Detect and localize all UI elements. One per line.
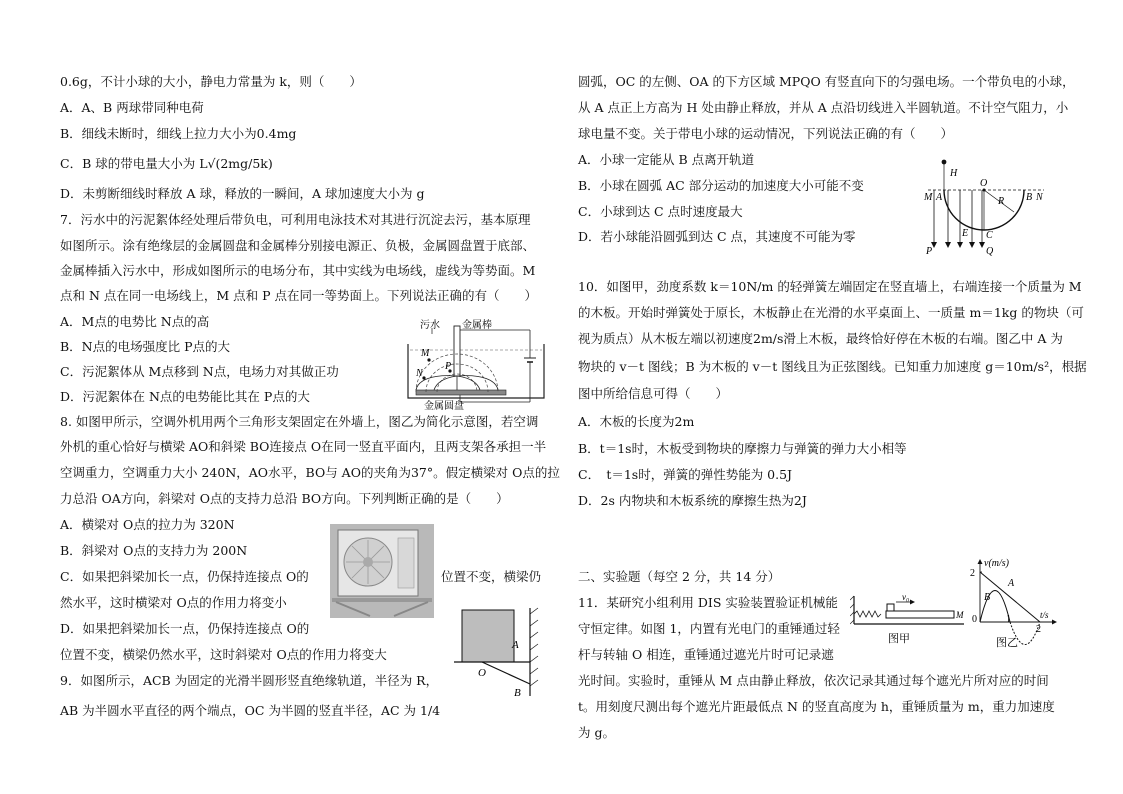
q6-option-a: A．A、B 两球带同种电荷: [60, 100, 204, 115]
q10-label-v0: v₀: [902, 592, 910, 602]
q7-label-rod: 金属棒: [462, 320, 492, 331]
q7-stem-line-4: 点和 N 点在同一电场线上，M 点和 P 点在同一等势面上。下列说法正确的有（ ）: [60, 288, 538, 303]
q10-option-d: D．2s 内物块和木板系统的摩擦生热为2J: [578, 493, 807, 508]
q8-label-b: B: [514, 687, 521, 699]
q10-axis-v: v(m/s): [984, 558, 1009, 569]
q9-stem-line-4: 从 A 点正上方高为 H 处由静止释放，并从 A 点沿切线进入半圆轨道。不计空气阻力，小: [578, 100, 1069, 115]
q9-stem-line-5: 球电量不变。关于带电小球的运动情况，下列说法正确的有（ ）: [578, 126, 954, 141]
q8-option-d: D．如果把斜梁加长一点，仍保持连接点 O的: [60, 621, 310, 636]
q8-stem-line-3: 空调重力，空调重力大小 240N，AO水平，BO与 AO的夹角为37°。假定横梁对 O点的拉: [60, 465, 560, 480]
q10-stem-line-5: 图中所给信息可得（ ）: [578, 386, 729, 401]
q10-tick-y2: 2: [970, 568, 975, 579]
q7-option-a: A．M点的电势比 N点的高: [60, 314, 210, 329]
q8-bracket-svg: [446, 604, 546, 700]
q6-option-d: D．未剪断细线时释放 A 球，释放的一瞬间，A 球加速度大小为 g: [60, 186, 425, 201]
q8-option-c: C．如果把斜梁加长一点，仍保持连接点 O的: [60, 569, 309, 584]
q9-stem-line-1: 9．如图所示，ACB 为固定的光滑半圆形竖直绝缘轨道，半径为 R，: [60, 673, 439, 688]
q9-figure: [920, 156, 1052, 256]
q9-label-a: A: [936, 192, 943, 203]
q11-stem-line-5: t。用刻度尺测出每个遮光片距最低点 N 的竖直高度为 h，重锤质量为 m，重力加速度: [578, 699, 1055, 714]
q8-photo-ac-unit: [330, 524, 434, 618]
q11-stem-line-2: 守恒定律。如图 1，内置有光电门的重锤通过轻: [578, 621, 840, 636]
q9-label-p: P: [926, 246, 933, 256]
q6-stem-tail: 0.6g，不计小球的大小，静电力常量为 k，则（ ）: [60, 74, 362, 89]
q8-option-c-line-2: 然水平，这时横梁对 O点的作用力将变小: [60, 595, 287, 610]
q9-label-m: M: [924, 192, 933, 203]
q9-label-q: Q: [986, 246, 994, 256]
q10-caption-jia: 图甲: [888, 633, 910, 645]
q10-option-a: A．木板的长度为2m: [578, 414, 695, 429]
q7-figure: [402, 318, 552, 410]
q8-bracket-diagram: [446, 604, 546, 700]
q9-stem-line-3: 圆弧，OC 的左侧、OA 的下方区域 MPQO 有竖直向下的匀强电场。一个带负电的小球，: [578, 74, 1075, 89]
q10-stem-line-4: 物块的 v－t 图线；B 为木板的 v－t 图线且为正弦图线。已知重力加速度 g＝10m/s²，根据: [578, 359, 1087, 374]
q10-tick-x0: 0: [972, 614, 977, 625]
q7-stem-line-1: 7．污水中的污泥絮体经处理后带负电，可利用电泳技术对其进行沉淀去污，基本原理: [60, 212, 531, 227]
q9-label-e: E: [962, 228, 969, 239]
q8-label-a: A: [512, 639, 519, 651]
q6-option-b: B．细线未断时，细线上拉力大小为0.4mg: [60, 126, 297, 141]
q9-label-n: N: [1036, 192, 1043, 203]
q6-option-c: C．B 球的带电量大小为 L√(2mg/5k): [60, 156, 273, 171]
q9-label-c: C: [986, 230, 993, 241]
q10-jia-svg: [850, 590, 968, 648]
q9-label-h: H: [950, 168, 958, 179]
q7-stem-line-2: 如图所示。涂有绝缘层的金属圆盘和金属棒分别接电源正、负极，金属圆盘置于底部、: [60, 238, 536, 253]
q7-figure-svg: [402, 318, 552, 410]
q8-option-d-line-2: 位置不变，横梁仍然水平，这时斜梁对 O点的作用力将变大: [60, 647, 387, 662]
q10-option-b: B．t＝1s时，木板受到物块的摩擦力与弹簧的弹力大小相等: [578, 441, 907, 456]
q8-photo-svg: [330, 524, 434, 618]
q10-label-m: M: [956, 610, 964, 620]
q9-label-r: R: [998, 196, 1005, 207]
q10-figure-jia: [850, 590, 968, 648]
q11-stem-line-3: 杆与转轴 O 相连，重锤通过遮光片时可记录遮: [578, 647, 834, 662]
q10-option-c: C． t＝1s时，弹簧的弹性势能为 0.5J: [578, 467, 793, 482]
q9-option-d: D．若小球能沿圆弧到达 C 点，其速度不可能为零: [578, 229, 856, 244]
q9-option-c: C．小球到达 C 点时速度最大: [578, 204, 743, 219]
q10-stem-line-2: 的木板。开始时弹簧处于原长，木板静止在光滑的水平桌面上、一质量 m＝1kg 的物块（可: [578, 305, 1084, 320]
section-2-heading: 二、实验题（每空 2 分，共 14 分）: [578, 569, 781, 584]
q8-stem-line-1: 8. 如图甲所示，空调外机用两个三角形支架固定在外墙上，图乙为简化示意图，若空调: [60, 414, 539, 429]
q10-stem-line-3: 视为质点）从木板左端以初速度2m/s滑上木板，最终恰好停在木板的右端。图乙中 A 为: [578, 331, 1063, 346]
q7-label-n: N: [416, 368, 423, 379]
q8-option-a: A．横梁对 O点的拉力为 320N: [60, 517, 235, 532]
q7-label-water: 污水: [420, 320, 440, 331]
q8-option-c-tail: 位置不变，横梁仍: [441, 569, 542, 584]
q8-label-o: O: [478, 667, 486, 679]
q7-option-c: C．污泥絮体从 M点移到 N点，电场力对其做正功: [60, 364, 339, 379]
q7-label-disk: 金属圆盘: [424, 401, 464, 410]
q9-option-a: A．小球一定能从 B 点离开轨道: [578, 152, 755, 167]
q7-label-p: P: [445, 361, 452, 372]
q10-tick-x2: 2: [1036, 624, 1041, 635]
q9-figure-svg: [920, 156, 1052, 256]
q8-stem-line-4: 力总沿 OA方向，斜梁对 O点的支持力总沿 BO方向。下列判断正确的是（ ）: [60, 491, 509, 506]
q9-label-b: B: [1026, 192, 1033, 203]
q7-stem-line-3: 金属棒插入污水中，形成如图所示的电场分布，其中实线为电场线，虚线为等势面。M: [60, 263, 536, 278]
q10-caption-yi: 图乙: [996, 637, 1018, 649]
q8-option-b: B．斜梁对 O点的支持力为 200N: [60, 543, 248, 558]
q10-tick-x1: 1: [1006, 614, 1011, 625]
q10-yi-svg: [966, 556, 1058, 652]
q10-label-b: B: [984, 592, 991, 603]
q8-stem-line-2: 外机的重心恰好与横梁 AO和斜梁 BO连接点 O在同一竖直平面内，且两支架各承担一半: [60, 439, 547, 454]
q7-label-m: M: [421, 348, 430, 359]
q10-figure-yi: [966, 556, 1058, 652]
q9-label-o: O: [980, 178, 988, 189]
q11-stem-line-4: 光时间。实验时，重锤从 M 点由静止释放，依次记录其通过每个遮光片所对应的时间: [578, 673, 1049, 688]
q10-label-a: A: [1008, 578, 1015, 589]
q9-option-b: B．小球在圆弧 AC 部分运动的加速度大小可能不变: [578, 178, 864, 193]
q10-stem-line-1: 10．如图甲，劲度系数 k＝10N/m 的轻弹簧左端固定在竖直墙上，右端连接一个质量为 M: [578, 279, 1082, 294]
q11-stem-line-6: 为 g。: [578, 725, 615, 740]
q10-axis-t: t/s: [1040, 610, 1049, 620]
q7-option-d: D．污泥絮体在 N点的电势能比其在 P点的大: [60, 389, 310, 404]
q11-stem-line-1: 11．某研究小组利用 DIS 实验装置验证机械能: [578, 595, 838, 610]
q7-option-b: B．N点的电场强度比 P点的大: [60, 339, 231, 354]
q9-stem-line-2: AB 为半圆水平直径的两个端点，OC 为半圆的竖直半径，AC 为 1/4: [60, 703, 441, 718]
